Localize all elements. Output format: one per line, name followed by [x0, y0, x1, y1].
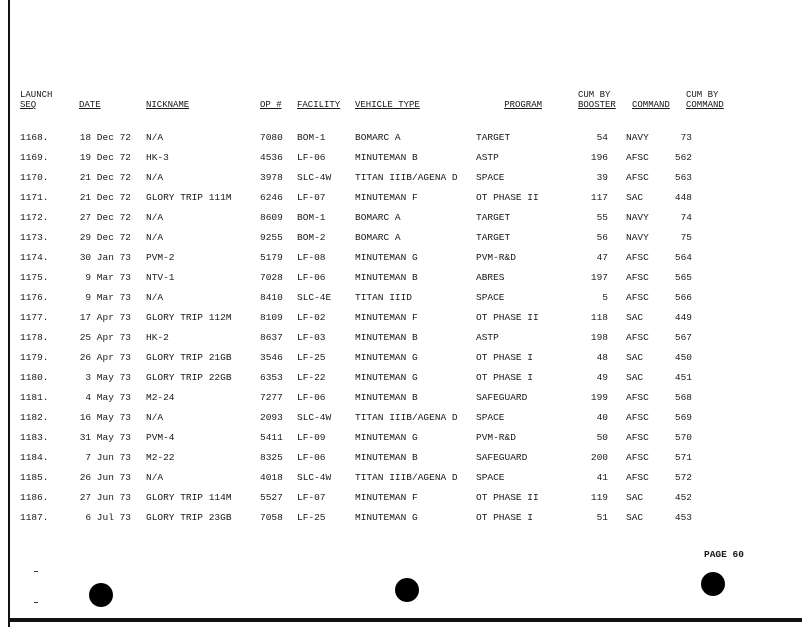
cell-cum-booster: 56: [596, 231, 608, 243]
cell-program: SPACE: [476, 291, 505, 303]
cell-seq: 1180.: [20, 371, 49, 383]
cell-command: AFSC: [626, 331, 649, 343]
cell-seq: 1183.: [20, 431, 49, 443]
cell-cum-command: 449: [674, 311, 692, 323]
table-row: [20, 267, 700, 287]
cell-command: AFSC: [626, 411, 649, 423]
cell-nickname: PVM-2: [146, 251, 175, 263]
cell-cum-booster: 118: [590, 311, 608, 323]
cell-facility: BOM-1: [297, 211, 326, 223]
cell-nickname: N/A: [146, 211, 164, 223]
cell-date: 31 May 73: [79, 431, 131, 443]
page-frame-left: [8, 0, 10, 627]
cell-program: OT PHASE II: [476, 491, 539, 503]
header-op: OP #: [260, 100, 282, 110]
cell-program: SPACE: [476, 411, 505, 423]
cell-seq: 1181.: [20, 391, 49, 403]
cell-cum-booster: 55: [596, 211, 608, 223]
cell-nickname: GLORY TRIP 23GB: [146, 511, 232, 523]
cell-cum-booster: 197: [590, 271, 608, 283]
cell-cum-command: 562: [674, 151, 692, 163]
cell-cum-command: 450: [674, 351, 692, 363]
cell-vehicle-type: MINUTEMAN B: [355, 331, 418, 343]
page-number: PAGE 60: [704, 549, 744, 560]
cell-seq: 1179.: [20, 351, 49, 363]
cell-command: AFSC: [626, 471, 649, 483]
cell-cum-booster: 200: [590, 451, 608, 463]
cell-facility: LF-25: [297, 351, 326, 363]
cell-nickname: GLORY TRIP 114M: [146, 491, 232, 503]
header-cum-by-command-top: CUM BY: [686, 90, 719, 100]
cell-command: AFSC: [626, 251, 649, 263]
binder-hole-center: [395, 578, 419, 602]
cell-vehicle-type: MINUTEMAN F: [355, 491, 418, 503]
cell-program: OT PHASE II: [476, 311, 539, 323]
header-program: PROGRAM: [504, 100, 542, 110]
cell-date: 4 May 73: [85, 391, 131, 403]
cell-cum-booster: 41: [596, 471, 608, 483]
header-launch: LAUNCH: [20, 90, 53, 100]
table-row: [20, 147, 700, 167]
cell-date: 25 Apr 73: [79, 331, 131, 343]
cell-vehicle-type: MINUTEMAN B: [355, 151, 418, 163]
cell-program: PVM-R&D: [476, 251, 516, 263]
cell-cum-command: 75: [680, 231, 692, 243]
header-nickname: NICKNAME: [146, 100, 190, 110]
cell-program: TARGET: [476, 131, 511, 143]
cell-vehicle-type: MINUTEMAN B: [355, 451, 418, 463]
cell-date: 18 Dec 72: [79, 131, 131, 143]
cell-cum-booster: 48: [596, 351, 608, 363]
cell-program: PVM-R&D: [476, 431, 516, 443]
cell-vehicle-type: MINUTEMAN B: [355, 391, 418, 403]
cell-nickname: HK-3: [146, 151, 169, 163]
cell-op: 6353: [260, 371, 283, 383]
cell-command: NAVY: [626, 231, 649, 243]
cell-program: SPACE: [476, 171, 505, 183]
cell-cum-command: 448: [674, 191, 692, 203]
cell-seq: 1168.: [20, 131, 49, 143]
cell-program: OT PHASE II: [476, 191, 539, 203]
cell-cum-booster: 50: [596, 431, 608, 443]
cell-command: SAC: [626, 311, 644, 323]
cell-date: 26 Apr 73: [79, 351, 131, 363]
table-row: [20, 447, 700, 467]
cell-command: AFSC: [626, 451, 649, 463]
cell-op: 3978: [260, 171, 283, 183]
cell-seq: 1169.: [20, 151, 49, 163]
cell-seq: 1187.: [20, 511, 49, 523]
cell-facility: LF-02: [297, 311, 326, 323]
cell-cum-booster: 54: [596, 131, 608, 143]
table-row: [20, 347, 700, 367]
cell-facility: LF-09: [297, 431, 326, 443]
cell-nickname: PVM-4: [146, 431, 175, 443]
scan-mark: [34, 602, 38, 603]
cell-cum-booster: 119: [590, 491, 608, 503]
cell-command: SAC: [626, 351, 644, 363]
cell-cum-command: 74: [680, 211, 692, 223]
cell-program: OT PHASE I: [476, 371, 534, 383]
header-vehicle-type: VEHICLE TYPE: [355, 100, 420, 110]
launch-log-table: [20, 127, 700, 527]
cell-command: SAC: [626, 371, 644, 383]
cell-facility: LF-07: [297, 491, 326, 503]
cell-seq: 1175.: [20, 271, 49, 283]
cell-vehicle-type: MINUTEMAN F: [355, 311, 418, 323]
cell-op: 2093: [260, 411, 283, 423]
cell-date: 26 Jun 73: [79, 471, 131, 483]
table-row: [20, 507, 700, 527]
cell-seq: 1176.: [20, 291, 49, 303]
header-cum-by-command: COMMAND: [686, 100, 724, 110]
cell-facility: SLC-4E: [297, 291, 332, 303]
cell-seq: 1170.: [20, 171, 49, 183]
cell-facility: BOM-2: [297, 231, 326, 243]
cell-cum-command: 571: [674, 451, 692, 463]
cell-cum-command: 570: [674, 431, 692, 443]
cell-nickname: GLORY TRIP 111M: [146, 191, 232, 203]
table-row: [20, 307, 700, 327]
table-row: [20, 187, 700, 207]
cell-program: ASTP: [476, 331, 499, 343]
cell-op: 5411: [260, 431, 283, 443]
cell-vehicle-type: MINUTEMAN B: [355, 271, 418, 283]
cell-date: 6 Jul 73: [85, 511, 131, 523]
cell-op: 7058: [260, 511, 283, 523]
header-date: [70, 100, 122, 110]
table-row: [20, 407, 700, 427]
cell-command: AFSC: [626, 431, 649, 443]
table-row: [20, 487, 700, 507]
cell-cum-command: 567: [674, 331, 692, 343]
cell-op: 8325: [260, 451, 283, 463]
cell-cum-booster: 199: [590, 391, 608, 403]
cell-vehicle-type: MINUTEMAN G: [355, 251, 418, 263]
cell-cum-command: 568: [674, 391, 692, 403]
cell-facility: BOM-1: [297, 131, 326, 143]
cell-op: 5527: [260, 491, 283, 503]
cell-program: TARGET: [476, 231, 511, 243]
header-cum-by-booster: BOOSTER: [578, 100, 616, 110]
cell-date: 21 Dec 72: [79, 191, 131, 203]
header-command: COMMAND: [632, 100, 670, 110]
cell-facility: SLC-4W: [297, 171, 332, 183]
cell-command: SAC: [626, 491, 644, 503]
cell-facility: LF-03: [297, 331, 326, 343]
cell-nickname: N/A: [146, 171, 164, 183]
cell-nickname: GLORY TRIP 112M: [146, 311, 232, 323]
cell-date: 3 May 73: [85, 371, 131, 383]
cell-vehicle-type: MINUTEMAN F: [355, 191, 418, 203]
cell-vehicle-type: TITAN IIIB/AGENA D: [355, 171, 458, 183]
cell-op: 4018: [260, 471, 283, 483]
cell-cum-command: 572: [674, 471, 692, 483]
cell-facility: LF-06: [297, 271, 326, 283]
cell-seq: 1177.: [20, 311, 49, 323]
cell-vehicle-type: MINUTEMAN G: [355, 371, 418, 383]
table-row: [20, 227, 700, 247]
page-frame-bottom: [8, 618, 802, 622]
table-row: [20, 287, 700, 307]
cell-vehicle-type: TITAN IIIB/AGENA D: [355, 411, 458, 423]
cell-seq: 1174.: [20, 251, 49, 263]
table-row: [20, 427, 700, 447]
cell-cum-command: 563: [674, 171, 692, 183]
cell-command: SAC: [626, 191, 644, 203]
cell-facility: LF-22: [297, 371, 326, 383]
cell-facility: LF-06: [297, 451, 326, 463]
cell-date: 9 Mar 73: [85, 271, 131, 283]
cell-nickname: HK-2: [146, 331, 169, 343]
cell-facility: LF-08: [297, 251, 326, 263]
cell-vehicle-type: BOMARC A: [355, 211, 401, 223]
cell-facility: LF-06: [297, 391, 326, 403]
header-facility: FACILITY: [297, 100, 341, 110]
cell-nickname: N/A: [146, 131, 164, 143]
cell-cum-booster: 47: [596, 251, 608, 263]
cell-op: 3546: [260, 351, 283, 363]
cell-op: 5179: [260, 251, 283, 263]
cell-cum-command: 73: [680, 131, 692, 143]
cell-program: TARGET: [476, 211, 511, 223]
cell-cum-booster: 40: [596, 411, 608, 423]
launch-log-rows: [20, 127, 700, 527]
cell-nickname: N/A: [146, 471, 164, 483]
cell-cum-booster: 39: [596, 171, 608, 183]
cell-date: 30 Jan 73: [79, 251, 131, 263]
header-seq: SEQ: [20, 100, 37, 110]
cell-facility: SLC-4W: [297, 411, 332, 423]
table-row: [20, 367, 700, 387]
cell-nickname: N/A: [146, 411, 164, 423]
cell-cum-command: 453: [674, 511, 692, 523]
cell-seq: 1178.: [20, 331, 49, 343]
cell-command: SAC: [626, 511, 644, 523]
cell-cum-booster: 51: [596, 511, 608, 523]
header-date-label: DATE: [79, 100, 101, 110]
cell-seq: 1182.: [20, 411, 49, 423]
binder-hole-left: [89, 583, 113, 607]
cell-program: ABRES: [476, 271, 505, 283]
cell-facility: LF-06: [297, 151, 326, 163]
cell-cum-command: 451: [674, 371, 692, 383]
cell-vehicle-type: TITAN IIID: [355, 291, 413, 303]
cell-facility: LF-25: [297, 511, 326, 523]
cell-op: 8410: [260, 291, 283, 303]
cell-vehicle-type: MINUTEMAN G: [355, 431, 418, 443]
cell-nickname: M2-24: [146, 391, 175, 403]
cell-op: 7028: [260, 271, 283, 283]
cell-seq: 1186.: [20, 491, 49, 503]
cell-seq: 1171.: [20, 191, 49, 203]
cell-facility: SLC-4W: [297, 471, 332, 483]
cell-program: SAFEGUARD: [476, 451, 528, 463]
cell-program: OT PHASE I: [476, 351, 534, 363]
cell-op: 4536: [260, 151, 283, 163]
cell-nickname: M2-22: [146, 451, 175, 463]
cell-op: 9255: [260, 231, 283, 243]
table-row: [20, 387, 700, 407]
cell-vehicle-type: TITAN IIIB/AGENA D: [355, 471, 458, 483]
table-row: [20, 327, 700, 347]
cell-op: 8637: [260, 331, 283, 343]
cell-op: 6246: [260, 191, 283, 203]
table-row: [20, 467, 700, 487]
cell-seq: 1185.: [20, 471, 49, 483]
cell-cum-booster: 198: [590, 331, 608, 343]
cell-program: SPACE: [476, 471, 505, 483]
table-row: [20, 127, 700, 147]
cell-seq: 1172.: [20, 211, 49, 223]
cell-program: SAFEGUARD: [476, 391, 528, 403]
cell-date: 7 Jun 73: [85, 451, 131, 463]
cell-op: 7080: [260, 131, 283, 143]
cell-op: 8609: [260, 211, 283, 223]
cell-cum-command: 566: [674, 291, 692, 303]
cell-date: 21 Dec 72: [79, 171, 131, 183]
cell-nickname: GLORY TRIP 22GB: [146, 371, 232, 383]
scan-mark: [34, 571, 38, 572]
cell-vehicle-type: BOMARC A: [355, 231, 401, 243]
cell-command: AFSC: [626, 171, 649, 183]
cell-vehicle-type: BOMARC A: [355, 131, 401, 143]
cell-cum-booster: 5: [602, 291, 608, 303]
cell-command: AFSC: [626, 271, 649, 283]
cell-cum-booster: 117: [590, 191, 608, 203]
cell-nickname: N/A: [146, 291, 164, 303]
table-row: [20, 207, 700, 227]
cell-cum-command: 564: [674, 251, 692, 263]
cell-command: NAVY: [626, 211, 649, 223]
cell-program: OT PHASE I: [476, 511, 534, 523]
cell-facility: LF-07: [297, 191, 326, 203]
cell-command: AFSC: [626, 151, 649, 163]
cell-cum-booster: 196: [590, 151, 608, 163]
cell-cum-booster: 49: [596, 371, 608, 383]
cell-seq: 1173.: [20, 231, 49, 243]
cell-op: 8109: [260, 311, 283, 323]
cell-command: AFSC: [626, 291, 649, 303]
cell-cum-command: 452: [674, 491, 692, 503]
cell-nickname: NTV-1: [146, 271, 175, 283]
table-row: [20, 167, 700, 187]
cell-nickname: GLORY TRIP 21GB: [146, 351, 232, 363]
cell-date: 9 Mar 73: [85, 291, 131, 303]
cell-op: 7277: [260, 391, 283, 403]
binder-hole-right: [701, 572, 725, 596]
cell-program: ASTP: [476, 151, 499, 163]
cell-vehicle-type: MINUTEMAN G: [355, 511, 418, 523]
cell-command: NAVY: [626, 131, 649, 143]
cell-command: AFSC: [626, 391, 649, 403]
cell-date: 27 Dec 72: [79, 211, 131, 223]
cell-date: 29 Dec 72: [79, 231, 131, 243]
table-row: [20, 247, 700, 267]
header-cum-by-booster-top: CUM BY: [578, 90, 611, 100]
cell-date: 19 Dec 72: [79, 151, 131, 163]
cell-cum-command: 569: [674, 411, 692, 423]
cell-date: 16 May 73: [79, 411, 131, 423]
cell-date: 27 Jun 73: [79, 491, 131, 503]
cell-vehicle-type: MINUTEMAN G: [355, 351, 418, 363]
cell-date: 17 Apr 73: [79, 311, 131, 323]
cell-seq: 1184.: [20, 451, 49, 463]
cell-nickname: N/A: [146, 231, 164, 243]
cell-cum-command: 565: [674, 271, 692, 283]
